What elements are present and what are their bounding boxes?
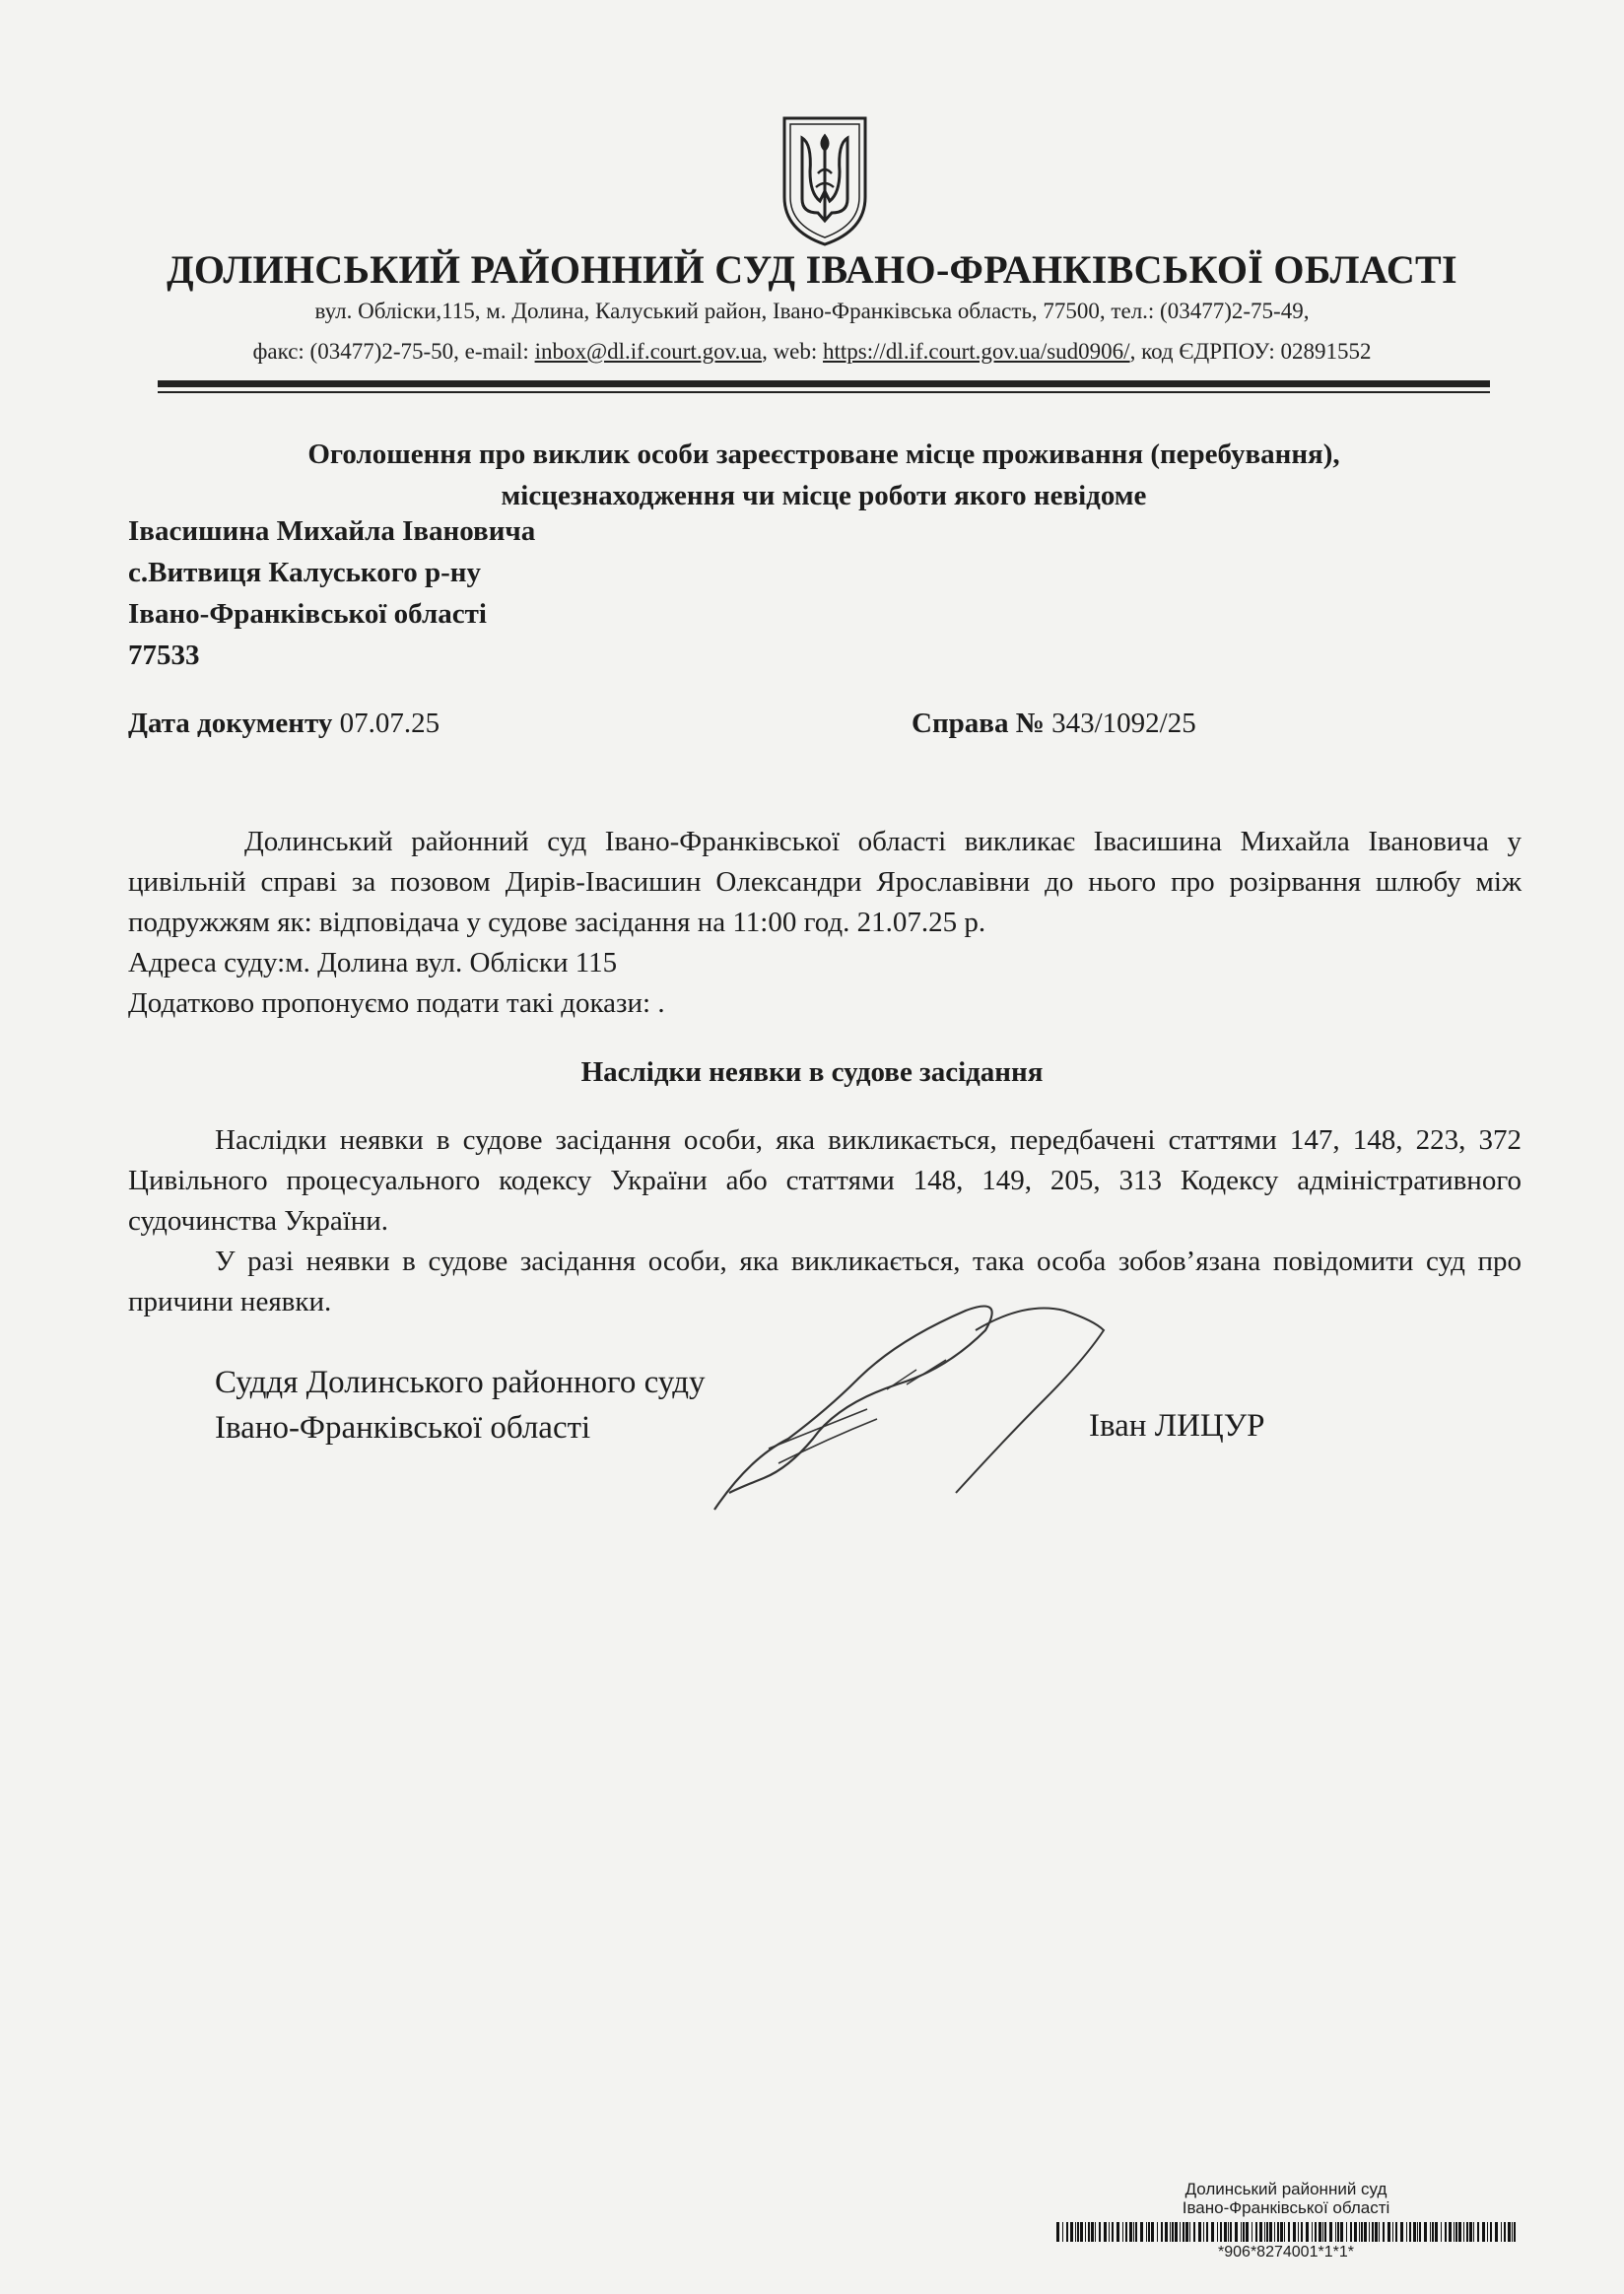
footer-stamp-line1: Долинський районний суд — [1184, 2180, 1387, 2198]
barcode-bar — [1133, 2222, 1134, 2242]
barcode-bar — [1280, 2222, 1283, 2242]
judge-title-line1: Суддя Долинського районного суду — [215, 1365, 706, 1400]
barcode-bar — [1220, 2222, 1222, 2242]
barcode-bar — [1266, 2222, 1268, 2242]
barcode-bar — [1364, 2222, 1367, 2242]
notice-title — [158, 434, 1490, 516]
barcode-bar — [1335, 2222, 1336, 2242]
barcode-bar — [1288, 2222, 1290, 2242]
barcode-bar — [1361, 2222, 1363, 2242]
barcode-bar — [1350, 2222, 1352, 2242]
barcode-bar — [1122, 2222, 1123, 2242]
barcode-bar — [1274, 2222, 1275, 2242]
judge-title — [215, 1360, 706, 1451]
barcode-bar — [1112, 2222, 1114, 2242]
barcode-bar — [1359, 2222, 1360, 2242]
barcode-bar — [1264, 2222, 1265, 2242]
barcode-bar — [1413, 2222, 1416, 2242]
barcode-bar — [1088, 2222, 1090, 2242]
barcode-bar — [1495, 2222, 1498, 2242]
header-divider-thin — [158, 391, 1490, 393]
barcode-bar — [1449, 2222, 1452, 2242]
barcode-bar — [1435, 2222, 1438, 2242]
barcode-bar — [1514, 2222, 1516, 2242]
barcode-bar — [1269, 2222, 1272, 2242]
barcode-bar — [1315, 2222, 1317, 2242]
barcode-bar — [1387, 2222, 1390, 2242]
barcode-bar — [1417, 2222, 1418, 2242]
barcode-bar — [1379, 2222, 1380, 2242]
document-date-value: 07.07.25 — [332, 708, 440, 739]
barcode-bar — [1482, 2222, 1485, 2242]
barcode-bar — [1306, 2222, 1309, 2242]
barcode-bar — [1241, 2222, 1242, 2242]
court-address: вул. Обліски,115, м. Долина, Калуський район, Івано-Франківська область, 77500, тел.: (03477)2-75-49, — [314, 299, 1310, 323]
fax-label: факс: (03477)2-75-50, e-mail: — [252, 339, 535, 364]
trident-emblem-icon — [778, 114, 871, 248]
addressee-region: Івано-Франківської області — [128, 598, 487, 630]
barcode-bar — [1085, 2222, 1086, 2242]
summons-paragraph: Долинський районний суд Івано-Франківської області викликає Івасишина Михайла Івановича у цивільній справі за позовом Дирів-Івасишин Олександри Ярославівни до нього про розірвання шлюбу між подружжям як: відповідача у судове засідання на 11:00 год. 21.07.25 р. — [128, 826, 1522, 938]
barcode-bar — [1432, 2222, 1434, 2242]
barcode-bar — [1466, 2222, 1468, 2242]
judge-title-line2: Івано-Франківської області — [215, 1410, 591, 1446]
barcode-bar — [1255, 2222, 1257, 2242]
barcode-bar — [1217, 2222, 1218, 2242]
barcode-bar — [1056, 2222, 1059, 2242]
barcode-bar — [1091, 2222, 1094, 2242]
barcode-number: *906*8274001*1*1* — [1218, 2244, 1354, 2260]
barcode-bar — [1165, 2222, 1168, 2242]
footer-stamp-line2: Івано-Франківської області — [1182, 2198, 1390, 2217]
barcode-bar — [1375, 2222, 1378, 2242]
case-number-value: 343/1092/25 — [1044, 708, 1196, 739]
barcode-bar — [1246, 2222, 1249, 2242]
document-date — [128, 708, 440, 740]
court-contacts — [0, 339, 1624, 365]
barcode-bar — [1104, 2222, 1107, 2242]
barcode-bar — [1487, 2222, 1488, 2242]
barcode-bar — [1501, 2222, 1502, 2242]
addressee-postcode: 77533 — [128, 640, 200, 671]
barcode-bar — [1228, 2222, 1229, 2242]
barcode-bar — [1409, 2222, 1411, 2242]
barcode-bar — [1193, 2222, 1195, 2242]
barcode-bar — [1463, 2222, 1464, 2242]
barcode-bar — [1424, 2222, 1427, 2242]
barcode-bar — [1301, 2222, 1303, 2242]
barcode-bar — [1369, 2222, 1370, 2242]
barcode-bar — [1230, 2222, 1232, 2242]
barcode-bar — [1473, 2222, 1474, 2242]
consequences-paragraph-1: Наслідки неявки в судове засідання особи, яка викликається, передбачені статтями 147, 148, 223, 372 Цивільного процесуального кодексу України або статтями 148, 149, 205, 313 Кодексу адміністративного судочинства України. — [128, 1124, 1522, 1237]
web-link[interactable]: https://dl.if.court.gov.ua/sud0906/ — [823, 339, 1130, 364]
barcode-bar — [1206, 2222, 1208, 2242]
barcode-bar — [1400, 2222, 1403, 2242]
barcode-bar — [1161, 2222, 1163, 2242]
header-divider-thick — [158, 380, 1490, 387]
email-link[interactable]: inbox@dl.if.court.gov.ua — [534, 339, 763, 364]
barcode-bar — [1312, 2222, 1313, 2242]
barcode-bar — [1454, 2222, 1455, 2242]
barcode-bar — [1125, 2222, 1127, 2242]
barcode-bar — [1172, 2222, 1174, 2242]
court-address-line: Адреса суду:м. Долина вул. Обліски 115 — [128, 947, 618, 978]
addressee-village: с.Витвиця Калуського р-ну — [128, 557, 481, 588]
barcode-bar — [1277, 2222, 1279, 2242]
barcode-bar — [1337, 2222, 1339, 2242]
barcode-bar — [1243, 2222, 1245, 2242]
barcode-bar — [1140, 2222, 1143, 2242]
barcode-bar — [1109, 2222, 1110, 2242]
barcode-bar — [1224, 2222, 1227, 2242]
addressee-block — [128, 510, 535, 676]
barcode-bar — [1203, 2222, 1204, 2242]
barcode-bar — [1346, 2222, 1347, 2242]
handwritten-signature-icon — [710, 1291, 1163, 1518]
case-number-label: Справа № — [912, 708, 1045, 739]
barcode-bar — [1129, 2222, 1132, 2242]
barcode-bar — [1235, 2222, 1238, 2242]
barcode-bar — [1095, 2222, 1096, 2242]
footer-court-stamp — [1143, 2180, 1429, 2217]
barcode-bar — [1099, 2222, 1101, 2242]
barcode-bar — [1293, 2222, 1296, 2242]
barcode-bar — [1080, 2222, 1083, 2242]
barcode-bar — [1477, 2222, 1479, 2242]
edrpou-code: , код ЄДРПОУ: 02891552 — [1129, 339, 1372, 364]
barcode-bar — [1198, 2222, 1201, 2242]
barcode-bar — [1070, 2222, 1073, 2242]
barcode-bar — [1180, 2222, 1181, 2242]
barcode-bar — [1077, 2222, 1079, 2242]
barcode-bar — [1455, 2222, 1457, 2242]
barcode-bar — [1329, 2222, 1332, 2242]
barcode-bar — [1490, 2222, 1492, 2242]
evidence-line: Додатково пропонуємо подати такі докази: . — [128, 987, 665, 1019]
barcode-bar — [1445, 2222, 1447, 2242]
barcode-bar — [1185, 2222, 1188, 2242]
consequences-title: Наслідки неявки в судове засідання — [580, 1056, 1044, 1088]
barcode-bar — [1430, 2222, 1431, 2242]
barcode-bar — [1469, 2222, 1472, 2242]
barcode-bar — [1512, 2222, 1513, 2242]
barcode-bar — [1508, 2222, 1511, 2242]
barcode-bar — [1298, 2222, 1299, 2242]
barcode-bar — [1151, 2222, 1154, 2242]
barcode-bar — [1259, 2222, 1262, 2242]
barcode-bar — [1075, 2222, 1076, 2242]
barcode-bar — [1066, 2222, 1068, 2242]
barcode-bar — [1395, 2222, 1397, 2242]
consequences-paragraph-2: У разі неявки в судове засідання особи, яка викликається, така особа зобов’язана повідомити суд про причини неявки. — [128, 1246, 1522, 1317]
notice-title-line2: місцезнаходження чи місце роботи якого невідоме — [501, 480, 1147, 511]
barcode-bar — [1322, 2222, 1323, 2242]
barcode-bar — [1062, 2222, 1063, 2242]
barcode-bar — [1148, 2222, 1150, 2242]
barcode-bar — [1170, 2222, 1171, 2242]
barcode-icon — [1056, 2222, 1520, 2242]
barcode-bar — [1419, 2222, 1421, 2242]
barcode-bar — [1175, 2222, 1178, 2242]
barcode-bar — [1406, 2222, 1407, 2242]
barcode-bar — [1211, 2222, 1214, 2242]
barcode-bar — [1383, 2222, 1385, 2242]
barcode-bar — [1183, 2222, 1184, 2242]
addressee-name: Івасишина Михайла Івановича — [128, 515, 536, 547]
judge-name: Іван ЛИЦУР — [1089, 1408, 1265, 1444]
notice-title-line1: Оголошення про виклик особи зареєстроване місце проживання (перебування), — [307, 439, 1340, 470]
barcode-bar — [1458, 2222, 1461, 2242]
barcode-bar — [1189, 2222, 1190, 2242]
barcode-bar — [1157, 2222, 1158, 2242]
barcode-bar — [1372, 2222, 1374, 2242]
barcode-bar — [1340, 2222, 1343, 2242]
court-name: ДОЛИНСЬКИЙ РАЙОННИЙ СУД ІВАНО-ФРАНКІВСЬКОЇ ОБЛАСТІ — [167, 247, 1457, 292]
document-date-label: Дата документу — [128, 708, 333, 739]
barcode-bar — [1354, 2222, 1357, 2242]
barcode-bar — [1392, 2222, 1393, 2242]
barcode-bar — [1135, 2222, 1137, 2242]
web-label: , web: — [762, 339, 824, 364]
barcode-bar — [1324, 2222, 1326, 2242]
barcode-bar — [1441, 2222, 1442, 2242]
barcode-bar — [1284, 2222, 1285, 2242]
barcode-bar — [1504, 2222, 1506, 2242]
case-number — [912, 708, 1196, 740]
barcode-bar — [1319, 2222, 1321, 2242]
barcode-bar — [1146, 2222, 1147, 2242]
barcode-bar — [1116, 2222, 1119, 2242]
